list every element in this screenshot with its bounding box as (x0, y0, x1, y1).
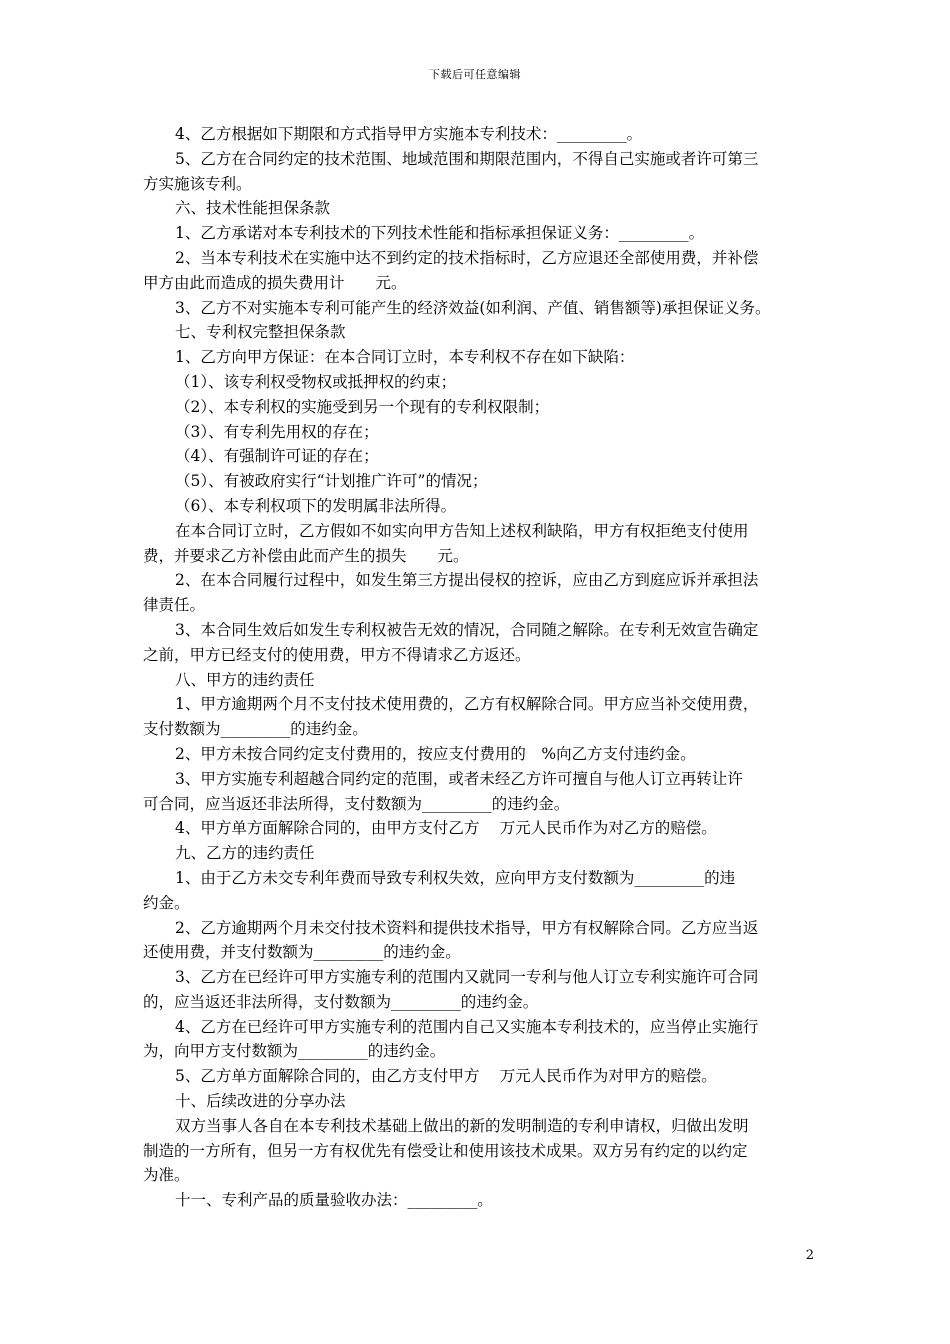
text-line: 1、乙方向甲方保证：在本合同订立时，本专利权不存在如下缺陷： (175, 348, 635, 367)
text-line: 4、乙方在已经许可甲方实施专利的范围内自己又实施本专利技术的，应当停止实施行 (175, 1017, 759, 1036)
text-line: 5、乙方在合同约定的技术范围、地域范围和期限范围内，不得自己实施或者许可第三 (175, 149, 759, 168)
text-line: 2、当本专利技术在实施中达不到约定的技术指标时，乙方应退还全部使用费，并补偿 (175, 248, 759, 267)
text-line: 双方当事人各自在本专利技术基础上做出的新的发明制造的专利申请权，归做出发明 (175, 1116, 749, 1135)
text-line: 1、甲方逾期两个月不支付技术使用费的，乙方有权解除合同。甲方应当补交使用费， (175, 695, 759, 714)
text-line: （2）、本专利权的实施受到另一个现有的专利权限制； (175, 397, 550, 416)
text-line: 十一、专利产品的质量验收办法：_________。 (175, 1191, 493, 1210)
text-line: 2、甲方未按合同约定支付费用的，按应支付费用的 %向乙方支付违约金。 (175, 744, 696, 763)
text-line: 的，应当返还非法所得，支付数额为_________的违约金。 (143, 992, 539, 1011)
text-line: （4）、有强制许可证的存在； (175, 447, 379, 466)
text-line: 1、乙方承诺对本专利技术的下列技术性能和指标承担保证义务：_________。 (175, 224, 705, 243)
text-line: 在本合同订立时，乙方假如不如实向甲方告知上述权利缺陷，甲方有权拒绝支付使用 (175, 521, 749, 540)
text-line: 5、乙方单方面解除合同的，由乙方支付甲方 万元人民币作为对甲方的赔偿。 (175, 1067, 717, 1086)
text-line: 之前，甲方已经支付的使用费，甲方不得请求乙方返还。 (143, 645, 531, 664)
text-line: 律责任。 (143, 596, 206, 615)
text-line: 方实施该专利。 (143, 174, 252, 193)
text-line: （3）、有专利先用权的存在； (175, 422, 379, 441)
text-line: 可合同，应当返还非法所得，支付数额为_________的违约金。 (143, 794, 570, 813)
text-line: （5）、有被政府实行“计划推广许可”的情况； (175, 472, 488, 491)
text-line: 七、专利权完整担保条款 (175, 323, 346, 342)
text-line: 3、本合同生效后如发生专利权被告无效的情况，合同随之解除。在专利无效宣告确定 (175, 620, 759, 639)
text-line: 八、甲方的违约责任 (175, 670, 315, 689)
text-line: 费，并要求乙方补偿由此而产生的损失 元。 (143, 546, 469, 565)
text-line: 九、乙方的违约责任 (175, 844, 315, 863)
page-header: 下载后可任意编辑 (429, 68, 521, 81)
text-line: 为准。 (143, 1166, 190, 1185)
text-line: 为，向甲方支付数额为_________的违约金。 (143, 1042, 446, 1061)
text-line: 十、后续改进的分享办法 (175, 1092, 346, 1111)
text-line: （1）、该专利权受物权或抵押权的约束； (175, 372, 457, 391)
text-line: 2、在本合同履行过程中，如发生第三方提出侵权的控诉，应由乙方到庭应诉并承担法 (175, 571, 759, 590)
text-line: 4、甲方单方面解除合同的，由甲方支付乙方 万元人民币作为对乙方的赔偿。 (175, 819, 717, 838)
text-line: 4、乙方根据如下期限和方式指导甲方实施本专利技术：_________。 (175, 125, 643, 143)
text-line: 3、乙方不对实施本专利可能产生的经济效益(如利润、产值、销售额等)承担保证义务。 (175, 298, 771, 317)
document-body (143, 122, 815, 1213)
text-line: 2、乙方逾期两个月未交付技术资料和提供技术指导，甲方有权解除合同。乙方应当返 (175, 918, 759, 937)
text-line: 3、甲方实施专利超越合同约定的范围，或者未经乙方许可擅自与他人订立再转让许 (175, 769, 743, 788)
page-number: 2 (805, 1248, 814, 1263)
text-line: 六、技术性能担保条款 (175, 199, 331, 218)
text-line: 还使用费，并支付数额为_________的违约金。 (143, 943, 461, 962)
text-line: 甲方由此而造成的损失费用计 元。 (143, 273, 407, 292)
text-line: 制造的一方所有，但另一方有权优先有偿受让和使用该技术成果。双方另有约定的以约定 (143, 1141, 748, 1160)
text-line: （6）、本专利权项下的发明属非法所得。 (175, 496, 457, 515)
text-line: 1、由于乙方未交专利年费而导致专利权失效，应向甲方支付数额为_________的违 (175, 868, 736, 887)
text-line: 约金。 (143, 893, 190, 912)
text-line: 支付数额为_________的违约金。 (143, 720, 368, 739)
text-line: 3、乙方在已经许可甲方实施专利的范围内又就同一专利与他人订立专利实施许可合同 (175, 968, 759, 987)
